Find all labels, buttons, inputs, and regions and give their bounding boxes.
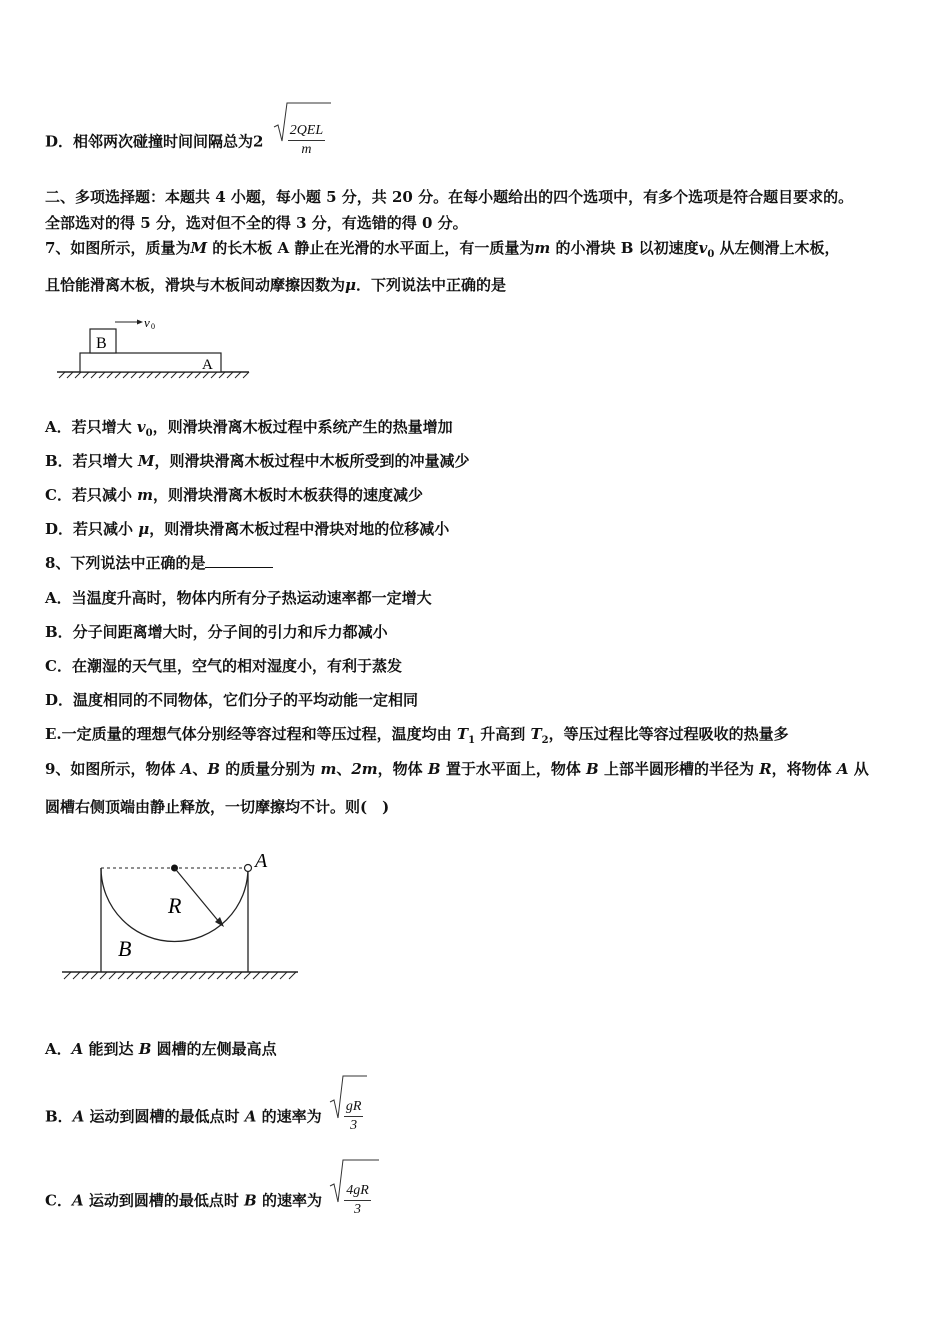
var-A: A [71,1191,84,1210]
fraction-numerator: 4gR [344,1182,371,1201]
q7-stem-line2 [45,274,506,295]
q9-option-c [45,1182,371,1221]
text: 9、如图所示，物体 [45,760,181,778]
text: ，物体 [377,760,428,778]
var-R: R [759,760,772,778]
var-2m: 2m [351,760,378,778]
q9-stem-line2: 圆槽右侧顶端由静止释放，一切摩擦均不计。则( ) [45,798,390,816]
fraction-denominator: 3 [350,1118,358,1133]
q7-option-a [45,416,453,439]
text: ，则滑块滑离木板时木板获得的速度减少 [153,486,424,504]
var-M: M [190,239,208,257]
text: B．若只增大 [45,452,138,470]
q7-stem-line1 [45,237,840,260]
var-B: B [138,1040,152,1058]
sqrt-expression [273,123,325,162]
text: 的小滑块 B 以初速度 [550,239,699,257]
text: ，则滑块滑离木板过程中系统产生的热量增加 [152,418,453,436]
var-B: B [586,760,599,778]
q8-option-c: C．在潮湿的天气里，空气的相对湿度小，有利于蒸发 [45,657,402,675]
q8-option-b: B．分子间距离增大时，分子间的引力和斥力都减小 [45,623,388,641]
text: 的质量分别为 [220,760,321,778]
q8-option-a: A．当温度升高时，物体内所有分子热运动速率都一定增大 [45,589,432,607]
var-M: M [137,452,155,470]
text: E.一定质量的理想气体分别经等容过程和等压过程，温度均由 [45,725,457,743]
q6-option-d [45,123,325,162]
q7-option-d [45,518,449,539]
var-m: m [534,239,551,257]
text: 上部半圆形槽的半径为 [598,760,760,778]
var-A: A [836,760,849,778]
var-A: A [244,1107,257,1126]
var-v-sub: 0 [145,428,153,439]
answer-blank [205,553,273,568]
ground-hatch [64,972,296,979]
q8-option-e [45,723,789,746]
section2-line2: 全部选对的得 5 分，选对但不全的得 3 分，有选错的得 0 分。 [45,214,468,232]
text: 从 [848,760,869,778]
text: 且恰能滑离木板，滑块与木板间动摩擦因数为 [45,276,346,294]
q9-option-b [45,1098,363,1137]
text: 7、如图所示，质量为 [45,239,191,257]
q9-figure [60,845,310,985]
q6-option-d-text: D．相邻两次碰撞时间间隔总为 [45,132,254,151]
text: ，等压过程比等容过程吸收的热量多 [548,725,789,743]
var-v: v [136,418,146,436]
var-T2: T [530,725,542,743]
q9-option-a [45,1038,277,1059]
text: 能到达 [83,1040,139,1058]
fraction-denominator: m [301,142,312,157]
text: ，则滑块滑离木板过程中滑块对地的位移减小 [149,520,450,538]
text: C． [45,1191,72,1210]
sqrt-expression [329,1182,371,1221]
text: 8、下列说法中正确的是 [45,554,206,572]
text: 圆槽的左侧最高点 [151,1040,277,1058]
q8-stem [45,552,273,573]
var-T1-sub: 1 [468,735,476,746]
fraction-numerator: gR [344,1098,364,1117]
var-B: B [207,760,221,778]
label-r: R [168,893,182,918]
fraction-denominator: 3 [353,1202,361,1217]
text: 从左侧滑上木板， [714,239,840,257]
var-mu: μ [345,276,356,294]
text: C．若只减小 [45,486,138,504]
sqrt-expression [329,1098,364,1137]
text: 升高到 [475,725,531,743]
q6-option-d-coef: 2 [253,132,264,151]
text: 置于水平面上，物体 [440,760,587,778]
text: ．下列说法中正确的是 [356,276,507,294]
var-v-sub: 0 [707,249,715,260]
var-B: B [427,760,441,778]
q7-figure [55,312,255,382]
var-T2-sub: 2 [541,735,549,746]
var-T1: T [456,725,469,743]
text: 运动到圆槽的最低点时 [84,1107,245,1126]
text: B． [45,1107,73,1126]
var-m: m [320,760,337,778]
text: 的速率为 [256,1107,322,1126]
text: A．若只增大 [45,418,137,436]
q9-stem-line1 [45,758,869,779]
label-a: A [202,357,213,373]
q7-option-c [45,484,423,505]
text: 的长木板 A 静止在光滑的水平面上，有一质量为 [207,239,535,257]
var-m: m [137,486,154,504]
section2-line1: 二、多项选择题：本题共 4 小题，每小题 5 分，共 20 分。在每小题给出的四个选项中，有多个选项是符合题目要求的。 [45,188,854,206]
var-A: A [180,760,193,778]
text: A． [45,1040,72,1058]
var-A: A [72,1107,85,1126]
label-a: A [255,850,268,872]
text: D．若只减小 [45,520,139,538]
label-v-sub: 0 [151,322,155,331]
fraction-numerator: 2QEL [288,122,325,141]
board-a [80,353,221,372]
var-B: B [244,1191,257,1210]
label-b: B [118,936,132,961]
q8-option-d: D．温度相同的不同物体，它们分子的平均动能一定相同 [45,691,419,709]
label-v: v [144,315,150,330]
label-b: B [96,335,107,352]
text: ，则滑块滑离木板过程中木板所受到的冲量减少 [154,452,470,470]
var-v: v [698,239,708,257]
text: ，将物体 [771,760,837,778]
ground-hatch [59,372,249,378]
var-A: A [71,1040,84,1058]
text: 的速率为 [256,1191,322,1210]
ball-a [245,865,252,872]
text: 、 [336,760,352,778]
arrowhead-icon [137,320,143,325]
q7-option-b [45,450,470,471]
text: 、 [192,760,208,778]
text: 运动到圆槽的最低点时 [83,1191,245,1210]
var-mu: μ [138,520,150,538]
